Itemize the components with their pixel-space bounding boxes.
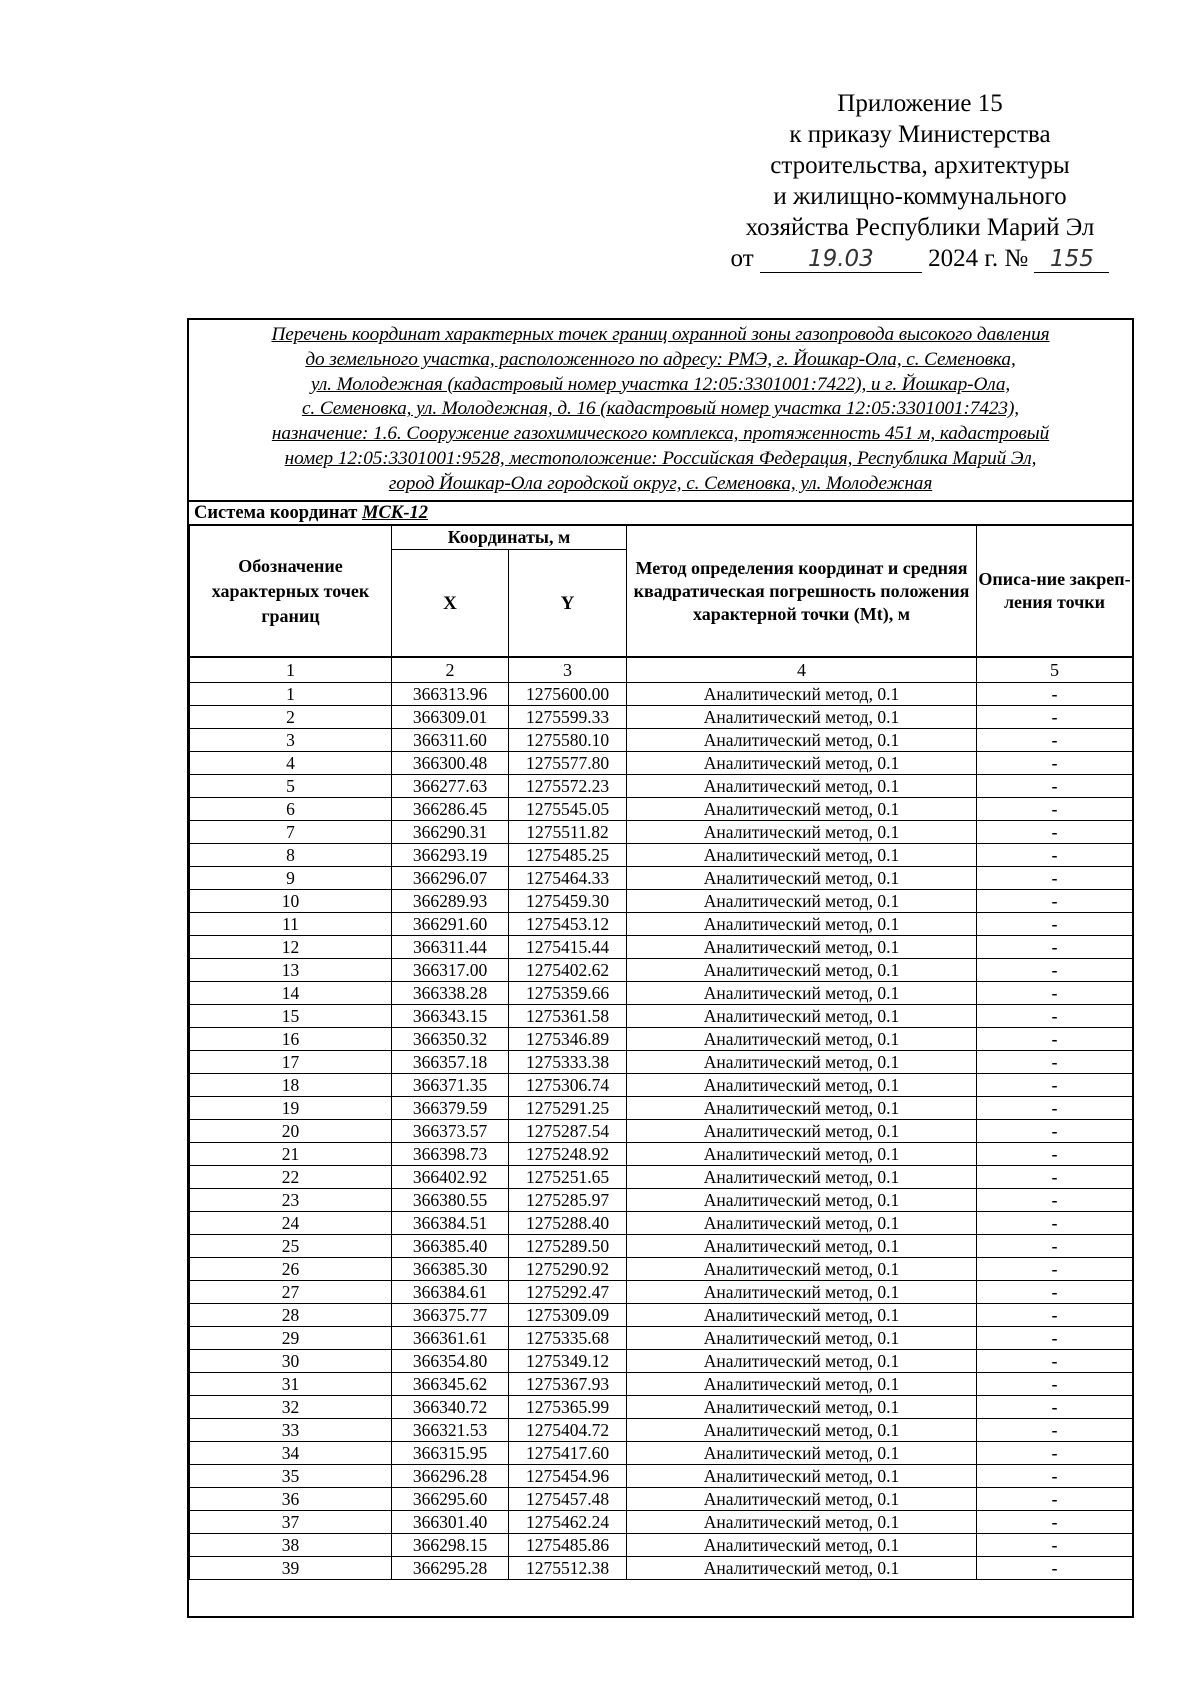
year-text: 2024 г. №: [928, 245, 1029, 272]
x-coordinate-cell: 366301.40: [392, 1511, 509, 1534]
y-coordinate-cell: 1275512.38: [509, 1557, 627, 1580]
handwritten-order-number: 155: [1034, 246, 1109, 273]
point-number-cell: 39: [190, 1557, 392, 1580]
method-cell: Аналитический метод, 0.1: [627, 913, 977, 936]
y-header: Y: [509, 550, 627, 658]
coordinates-table-body: [190, 683, 1133, 1580]
method-cell: Аналитический метод, 0.1: [627, 1028, 977, 1051]
x-coordinate-cell: 366290.31: [392, 821, 509, 844]
description-cell: -: [977, 1327, 1133, 1350]
point-number-cell: 32: [190, 1396, 392, 1419]
method-cell: Аналитический метод, 0.1: [627, 1534, 977, 1557]
point-number-cell: 7: [190, 821, 392, 844]
x-coordinate-cell: 366385.40: [392, 1235, 509, 1258]
x-coordinate-cell: 366291.60: [392, 913, 509, 936]
description-cell: -: [977, 1465, 1133, 1488]
x-coordinate-cell: 366384.51: [392, 1212, 509, 1235]
appendix-title: Приложение 15: [837, 90, 1003, 117]
table-row: [190, 1097, 1133, 1120]
x-coordinate-cell: 366402.92: [392, 1166, 509, 1189]
y-coordinate-cell: 1275306.74: [509, 1074, 627, 1097]
description-cell: -: [977, 1396, 1133, 1419]
y-coordinate-cell: 1275453.12: [509, 913, 627, 936]
description-cell: -: [977, 706, 1133, 729]
y-coordinate-cell: 1275459.30: [509, 890, 627, 913]
title-line: назначение: 1.6. Сооружение газохимического комплекса, протяженность 451 м, кадастровый: [271, 423, 1050, 445]
method-cell: Аналитический метод, 0.1: [627, 1051, 977, 1074]
y-coordinate-cell: 1275359.66: [509, 982, 627, 1005]
description-cell: -: [977, 1120, 1133, 1143]
x-coordinate-cell: 366385.30: [392, 1258, 509, 1281]
method-cell: Аналитический метод, 0.1: [627, 1212, 977, 1235]
coordinate-system-value: МСК-12: [362, 503, 428, 523]
description-cell: -: [977, 1557, 1133, 1580]
point-number-cell: 12: [190, 936, 392, 959]
x-coordinate-cell: 366357.18: [392, 1051, 509, 1074]
description-cell: -: [977, 1534, 1133, 1557]
x-coordinate-cell: 366398.73: [392, 1143, 509, 1166]
y-coordinate-cell: 1275349.12: [509, 1350, 627, 1373]
method-cell: Аналитический метод, 0.1: [627, 1235, 977, 1258]
method-cell: Аналитический метод, 0.1: [627, 936, 977, 959]
table-row: [190, 1534, 1133, 1557]
x-coordinate-cell: 366295.28: [392, 1557, 509, 1580]
table-row: [190, 1005, 1133, 1028]
method-cell: Аналитический метод, 0.1: [627, 752, 977, 775]
y-coordinate-cell: 1275288.40: [509, 1212, 627, 1235]
y-coordinate-cell: 1275402.62: [509, 959, 627, 982]
method-header: Метод определения координат и средняя квадратическая погрешность положения характерной точки (Mt), м: [627, 525, 977, 657]
point-number-cell: 29: [190, 1327, 392, 1350]
point-number-cell: 18: [190, 1074, 392, 1097]
method-cell: Аналитический метод, 0.1: [627, 1304, 977, 1327]
coordinate-system-row: [189, 500, 1132, 524]
method-cell: Аналитический метод, 0.1: [627, 982, 977, 1005]
y-coordinate-cell: 1275367.93: [509, 1373, 627, 1396]
order-date-line: [680, 243, 1160, 274]
point-number-cell: 1: [190, 683, 392, 706]
description-cell: -: [977, 867, 1133, 890]
y-coordinate-cell: 1275365.99: [509, 1396, 627, 1419]
table-row: [190, 1350, 1133, 1373]
point-number-cell: 31: [190, 1373, 392, 1396]
description-cell: -: [977, 1373, 1133, 1396]
coordinates-document: [187, 318, 1134, 1618]
y-coordinate-cell: 1275291.25: [509, 1097, 627, 1120]
ministry-line: и жилищно-коммунального: [773, 183, 1067, 210]
table-row: [190, 936, 1133, 959]
x-coordinate-cell: 366343.15: [392, 1005, 509, 1028]
table-row: [190, 1143, 1133, 1166]
table-row: [190, 982, 1133, 1005]
method-cell: Аналитический метод, 0.1: [627, 1350, 977, 1373]
method-cell: Аналитический метод, 0.1: [627, 821, 977, 844]
method-cell: Аналитический метод, 0.1: [627, 1488, 977, 1511]
y-coordinate-cell: 1275572.23: [509, 775, 627, 798]
method-cell: Аналитический метод, 0.1: [627, 798, 977, 821]
table-row: [190, 775, 1133, 798]
y-coordinate-cell: 1275600.00: [509, 683, 627, 706]
point-number-cell: 10: [190, 890, 392, 913]
table-row: [190, 867, 1133, 890]
y-coordinate-cell: 1275309.09: [509, 1304, 627, 1327]
description-header: Описа-ние закреп-ления точки: [977, 525, 1133, 657]
title-line: номер 12:05:3301001:9528, местоположение: Российская Федерация, Республика Марий Эл,: [284, 447, 1037, 469]
point-number-cell: 34: [190, 1442, 392, 1465]
y-coordinate-cell: 1275485.25: [509, 844, 627, 867]
y-coordinate-cell: 1275289.50: [509, 1235, 627, 1258]
table-row: [190, 1028, 1133, 1051]
ministry-line: строительства, архитектуры: [770, 152, 1070, 179]
method-cell: Аналитический метод, 0.1: [627, 706, 977, 729]
x-coordinate-cell: 366338.28: [392, 982, 509, 1005]
x-header: X: [392, 550, 509, 658]
description-cell: -: [977, 1143, 1133, 1166]
point-number-cell: 16: [190, 1028, 392, 1051]
table-row: [190, 1327, 1133, 1350]
document-title: [189, 320, 1132, 500]
table-row: [190, 844, 1133, 867]
description-cell: -: [977, 1281, 1133, 1304]
x-coordinate-cell: 366311.60: [392, 729, 509, 752]
description-cell: -: [977, 1189, 1133, 1212]
table-row: [190, 1120, 1133, 1143]
method-cell: Аналитический метод, 0.1: [627, 959, 977, 982]
x-coordinate-cell: 366373.57: [392, 1120, 509, 1143]
y-coordinate-cell: 1275251.65: [509, 1166, 627, 1189]
y-coordinate-cell: 1275404.72: [509, 1419, 627, 1442]
method-cell: Аналитический метод, 0.1: [627, 890, 977, 913]
x-coordinate-cell: 366286.45: [392, 798, 509, 821]
y-coordinate-cell: 1275248.92: [509, 1143, 627, 1166]
table-row: [190, 1419, 1133, 1442]
method-cell: Аналитический метод, 0.1: [627, 1143, 977, 1166]
column-number: 2: [392, 657, 509, 683]
point-number-cell: 37: [190, 1511, 392, 1534]
x-coordinate-cell: 366317.00: [392, 959, 509, 982]
y-coordinate-cell: 1275457.48: [509, 1488, 627, 1511]
column-number: 4: [627, 657, 977, 683]
point-number-cell: 19: [190, 1097, 392, 1120]
x-coordinate-cell: 366371.35: [392, 1074, 509, 1097]
table-row: [190, 1189, 1133, 1212]
point-number-cell: 17: [190, 1051, 392, 1074]
description-cell: -: [977, 821, 1133, 844]
ministry-line: хозяйства Республики Марий Эл: [745, 214, 1095, 241]
point-number-cell: 15: [190, 1005, 392, 1028]
table-row: [190, 1212, 1133, 1235]
y-coordinate-cell: 1275454.96: [509, 1465, 627, 1488]
point-number-cell: 27: [190, 1281, 392, 1304]
y-coordinate-cell: 1275285.97: [509, 1189, 627, 1212]
x-coordinate-cell: 366296.07: [392, 867, 509, 890]
description-cell: -: [977, 1419, 1133, 1442]
title-line: город Йошкар-Ола городской округ, с. Семеновка, ул. Молодежная: [388, 472, 933, 494]
description-cell: -: [977, 844, 1133, 867]
appendix-header: [680, 88, 1160, 274]
table-row: [190, 1442, 1133, 1465]
method-cell: Аналитический метод, 0.1: [627, 1465, 977, 1488]
title-line: до земельного участка, расположенного по адресу: РМЭ, г. Йошкар-Ола, с. Семеновка,: [305, 348, 1016, 370]
point-number-cell: 20: [190, 1120, 392, 1143]
point-number-cell: 5: [190, 775, 392, 798]
description-cell: -: [977, 1304, 1133, 1327]
point-number-cell: 3: [190, 729, 392, 752]
point-number-cell: 28: [190, 1304, 392, 1327]
method-cell: Аналитический метод, 0.1: [627, 1396, 977, 1419]
method-cell: Аналитический метод, 0.1: [627, 1373, 977, 1396]
description-cell: -: [977, 729, 1133, 752]
x-coordinate-cell: 366300.48: [392, 752, 509, 775]
method-cell: Аналитический метод, 0.1: [627, 1511, 977, 1534]
x-coordinate-cell: 366354.80: [392, 1350, 509, 1373]
coordinate-system-label: Система координат: [194, 503, 358, 523]
x-coordinate-cell: 366384.61: [392, 1281, 509, 1304]
table-row: [190, 1281, 1133, 1304]
description-cell: -: [977, 1074, 1133, 1097]
method-cell: Аналитический метод, 0.1: [627, 1442, 977, 1465]
y-coordinate-cell: 1275462.24: [509, 1511, 627, 1534]
table-row: [190, 959, 1133, 982]
x-coordinate-cell: 366295.60: [392, 1488, 509, 1511]
table-row: [190, 706, 1133, 729]
point-number-cell: 38: [190, 1534, 392, 1557]
y-coordinate-cell: 1275292.47: [509, 1281, 627, 1304]
table-row: [190, 890, 1133, 913]
table-row: [190, 1396, 1133, 1419]
method-cell: Аналитический метод, 0.1: [627, 1281, 977, 1304]
method-cell: Аналитический метод, 0.1: [627, 1258, 977, 1281]
point-number-cell: 14: [190, 982, 392, 1005]
x-coordinate-cell: 366345.62: [392, 1373, 509, 1396]
method-cell: Аналитический метод, 0.1: [627, 1097, 977, 1120]
description-cell: -: [977, 775, 1133, 798]
coordinates-group-header: Координаты, м: [392, 525, 627, 550]
table-row: [190, 1166, 1133, 1189]
method-cell: Аналитический метод, 0.1: [627, 1005, 977, 1028]
point-number-cell: 2: [190, 706, 392, 729]
x-coordinate-cell: 366315.95: [392, 1442, 509, 1465]
table-row: [190, 1304, 1133, 1327]
table-row: [190, 683, 1133, 706]
x-coordinate-cell: 366309.01: [392, 706, 509, 729]
title-line: ул. Молодежная (кадастровый номер участка 12:05:3301001:7422), и г. Йошкар-Ола,: [310, 373, 1011, 395]
order-reference-line: к приказу Министерства: [789, 121, 1051, 148]
table-row: [190, 1488, 1133, 1511]
method-cell: Аналитический метод, 0.1: [627, 1419, 977, 1442]
point-number-cell: 33: [190, 1419, 392, 1442]
x-coordinate-cell: 366311.44: [392, 936, 509, 959]
y-coordinate-cell: 1275290.92: [509, 1258, 627, 1281]
table-row: [190, 1557, 1133, 1580]
x-coordinate-cell: 366298.15: [392, 1534, 509, 1557]
x-coordinate-cell: 366313.96: [392, 683, 509, 706]
point-number-cell: 30: [190, 1350, 392, 1373]
point-number-cell: 21: [190, 1143, 392, 1166]
point-number-cell: 4: [190, 752, 392, 775]
x-coordinate-cell: 366350.32: [392, 1028, 509, 1051]
x-coordinate-cell: 366379.59: [392, 1097, 509, 1120]
y-coordinate-cell: 1275417.60: [509, 1442, 627, 1465]
point-number-cell: 26: [190, 1258, 392, 1281]
column-number-row: [190, 657, 1133, 683]
column-number: 1: [190, 657, 392, 683]
y-coordinate-cell: 1275333.38: [509, 1051, 627, 1074]
y-coordinate-cell: 1275545.05: [509, 798, 627, 821]
y-coordinate-cell: 1275415.44: [509, 936, 627, 959]
description-cell: -: [977, 683, 1133, 706]
description-cell: -: [977, 1511, 1133, 1534]
coordinates-table: [189, 524, 1133, 1580]
y-coordinate-cell: 1275346.89: [509, 1028, 627, 1051]
method-cell: Аналитический метод, 0.1: [627, 1074, 977, 1097]
method-cell: Аналитический метод, 0.1: [627, 1327, 977, 1350]
table-row: [190, 798, 1133, 821]
y-coordinate-cell: 1275511.82: [509, 821, 627, 844]
description-cell: -: [977, 1212, 1133, 1235]
description-cell: -: [977, 1258, 1133, 1281]
table-row: [190, 1465, 1133, 1488]
point-number-cell: 9: [190, 867, 392, 890]
description-cell: -: [977, 1051, 1133, 1074]
method-cell: Аналитический метод, 0.1: [627, 844, 977, 867]
point-number-cell: 11: [190, 913, 392, 936]
table-row: [190, 1373, 1133, 1396]
y-coordinate-cell: 1275335.68: [509, 1327, 627, 1350]
y-coordinate-cell: 1275361.58: [509, 1005, 627, 1028]
date-prefix: от: [730, 245, 754, 272]
method-cell: Аналитический метод, 0.1: [627, 683, 977, 706]
table-row: [190, 752, 1133, 775]
point-number-cell: 25: [190, 1235, 392, 1258]
table-row: [190, 1235, 1133, 1258]
point-number-cell: 36: [190, 1488, 392, 1511]
x-coordinate-cell: 366293.19: [392, 844, 509, 867]
y-coordinate-cell: 1275580.10: [509, 729, 627, 752]
description-cell: -: [977, 1005, 1133, 1028]
method-cell: Аналитический метод, 0.1: [627, 867, 977, 890]
y-coordinate-cell: 1275485.86: [509, 1534, 627, 1557]
column-number: 3: [509, 657, 627, 683]
y-coordinate-cell: 1275577.80: [509, 752, 627, 775]
handwritten-date: 19.03: [760, 246, 922, 273]
description-cell: -: [977, 1028, 1133, 1051]
description-cell: -: [977, 1166, 1133, 1189]
description-cell: -: [977, 982, 1133, 1005]
point-number-cell: 22: [190, 1166, 392, 1189]
table-row: [190, 1511, 1133, 1534]
x-coordinate-cell: 366340.72: [392, 1396, 509, 1419]
method-cell: Аналитический метод, 0.1: [627, 1166, 977, 1189]
method-cell: Аналитический метод, 0.1: [627, 775, 977, 798]
x-coordinate-cell: 366277.63: [392, 775, 509, 798]
designation-header: Обозначение характерных точек границ: [190, 525, 392, 657]
description-cell: -: [977, 890, 1133, 913]
title-line: Перечень координат характерных точек границ охранной зоны газопровода высокого давления: [271, 324, 1050, 345]
point-number-cell: 35: [190, 1465, 392, 1488]
point-number-cell: 23: [190, 1189, 392, 1212]
description-cell: -: [977, 1488, 1133, 1511]
method-cell: Аналитический метод, 0.1: [627, 1120, 977, 1143]
x-coordinate-cell: 366375.77: [392, 1304, 509, 1327]
y-coordinate-cell: 1275599.33: [509, 706, 627, 729]
point-number-cell: 8: [190, 844, 392, 867]
method-cell: Аналитический метод, 0.1: [627, 729, 977, 752]
x-coordinate-cell: 366380.55: [392, 1189, 509, 1212]
title-line: с. Семеновка, ул. Молодежная, д. 16 (кадастровый номер участка 12:05:3301001:7423),: [301, 398, 1020, 420]
description-cell: -: [977, 1350, 1133, 1373]
column-number: 5: [977, 657, 1133, 683]
y-coordinate-cell: 1275464.33: [509, 867, 627, 890]
x-coordinate-cell: 366361.61: [392, 1327, 509, 1350]
description-cell: -: [977, 1097, 1133, 1120]
description-cell: -: [977, 752, 1133, 775]
table-row: [190, 821, 1133, 844]
x-coordinate-cell: 366321.53: [392, 1419, 509, 1442]
point-number-cell: 6: [190, 798, 392, 821]
point-number-cell: 13: [190, 959, 392, 982]
description-cell: -: [977, 936, 1133, 959]
description-cell: -: [977, 913, 1133, 936]
description-cell: -: [977, 959, 1133, 982]
description-cell: -: [977, 1235, 1133, 1258]
x-coordinate-cell: 366296.28: [392, 1465, 509, 1488]
point-number-cell: 24: [190, 1212, 392, 1235]
method-cell: Аналитический метод, 0.1: [627, 1189, 977, 1212]
table-row: [190, 1074, 1133, 1097]
table-row: [190, 1258, 1133, 1281]
y-coordinate-cell: 1275287.54: [509, 1120, 627, 1143]
table-row: [190, 729, 1133, 752]
table-row: [190, 1051, 1133, 1074]
table-row: [190, 913, 1133, 936]
description-cell: -: [977, 798, 1133, 821]
method-cell: Аналитический метод, 0.1: [627, 1557, 977, 1580]
x-coordinate-cell: 366289.93: [392, 890, 509, 913]
description-cell: -: [977, 1442, 1133, 1465]
